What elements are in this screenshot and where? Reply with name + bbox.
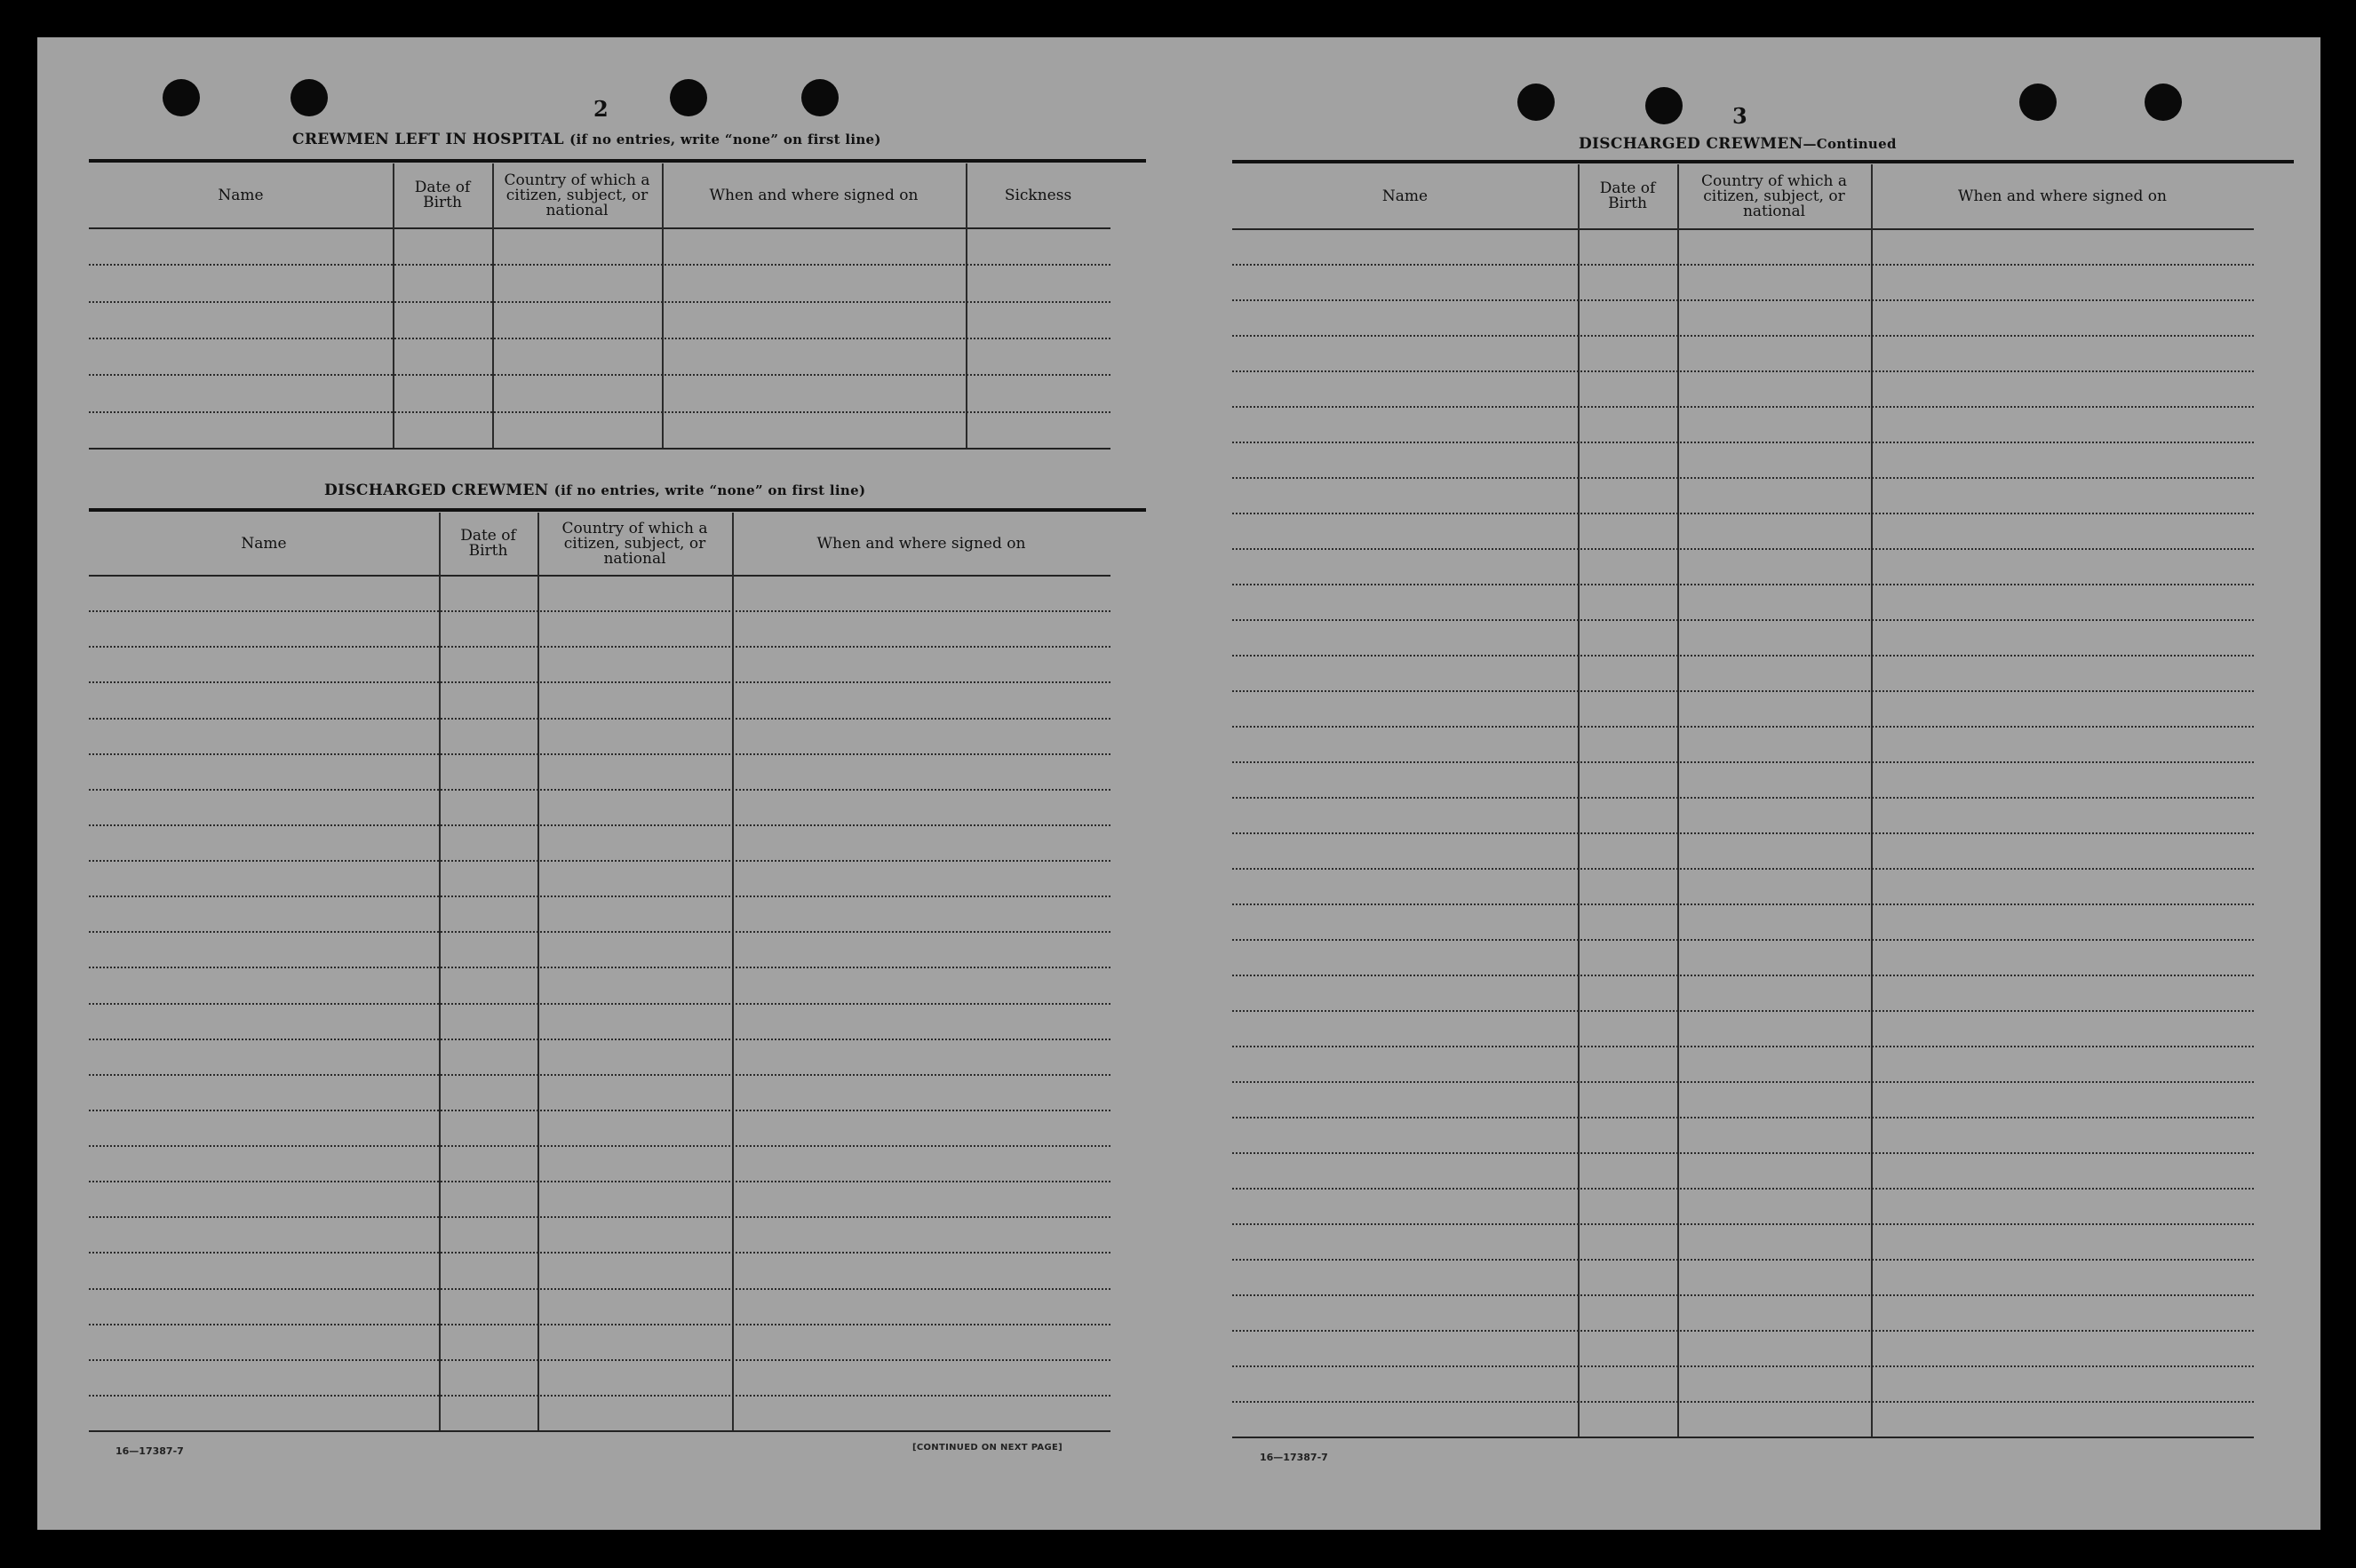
entry-line[interactable] (89, 646, 1110, 648)
column-divider (492, 163, 494, 448)
discharged-continued-title (1579, 135, 1897, 153)
entry-line[interactable] (89, 338, 1110, 339)
table-bottom-rule (89, 1430, 1110, 1432)
entry-line[interactable] (89, 374, 1110, 376)
entry-line[interactable] (1232, 406, 2254, 408)
entry-line[interactable] (89, 860, 1110, 862)
entry-line[interactable] (1232, 761, 2254, 763)
punch-hole (670, 79, 707, 116)
entry-line[interactable] (1232, 548, 2254, 550)
column-header: Date of Birth (414, 179, 471, 211)
entry-line[interactable] (89, 1074, 1110, 1076)
table-bottom-rule (1232, 1437, 2254, 1438)
entry-line[interactable] (89, 1145, 1110, 1147)
column-header: When and where signed on (1958, 187, 2167, 205)
entry-line[interactable] (89, 789, 1110, 791)
entry-line[interactable] (1232, 975, 2254, 976)
table-bottom-rule (89, 448, 1110, 450)
header-rule (1232, 228, 2254, 230)
entry-line[interactable] (1232, 1010, 2254, 1012)
column-header: When and where signed on (816, 534, 1026, 553)
entry-line[interactable] (89, 264, 1110, 266)
form-code: 16—17387-7 (1260, 1452, 1328, 1463)
entry-line[interactable] (89, 1003, 1110, 1005)
punch-hole (801, 79, 839, 116)
entry-line[interactable] (1232, 1330, 2254, 1332)
page-number: 3 (1732, 103, 1747, 129)
column-header: Date of Birth (1599, 179, 1656, 212)
punch-hole (291, 79, 328, 116)
entry-line[interactable] (1232, 619, 2254, 621)
entry-line[interactable] (89, 681, 1110, 683)
entry-line[interactable] (89, 1039, 1110, 1040)
entry-line[interactable] (1232, 903, 2254, 905)
entry-line[interactable] (89, 1252, 1110, 1254)
column-divider (393, 163, 394, 448)
entry-line[interactable] (1232, 939, 2254, 941)
form-code: 16—17387-7 (115, 1445, 184, 1457)
column-header: Sickness (1004, 186, 1072, 204)
column-divider (966, 163, 967, 448)
table-top-rule (89, 508, 1146, 512)
entry-line[interactable] (89, 1216, 1110, 1218)
entry-line[interactable] (89, 1359, 1110, 1361)
header-rule (89, 575, 1110, 577)
entry-line[interactable] (1232, 1081, 2254, 1083)
column-divider (537, 513, 539, 1430)
entry-line[interactable] (1232, 726, 2254, 728)
section-title-text: DISCHARGED CREWMEN (324, 482, 549, 499)
entry-line[interactable] (1232, 1046, 2254, 1047)
entry-line[interactable] (1232, 832, 2254, 834)
entry-line[interactable] (1232, 264, 2254, 266)
column-divider (1677, 164, 1679, 1437)
section-title-text: DISCHARGED CREWMEN (1579, 135, 1803, 153)
entry-line[interactable] (1232, 1259, 2254, 1261)
table-top-rule (89, 159, 1146, 163)
entry-line[interactable] (1232, 1223, 2254, 1225)
column-header: Name (218, 186, 264, 204)
discharged-section-title (324, 482, 865, 499)
entry-line[interactable] (1232, 335, 2254, 337)
page-number: 2 (593, 96, 609, 122)
column-header: Country of which a citizen, subject, or national (561, 519, 708, 568)
column-divider (732, 513, 734, 1430)
entry-line[interactable] (1232, 797, 2254, 799)
header-rule (89, 227, 1110, 229)
section-title-text: CREWMEN LEFT IN HOSPITAL (292, 131, 564, 148)
punch-hole (2145, 84, 2182, 121)
entry-line[interactable] (89, 967, 1110, 968)
entry-line[interactable] (89, 411, 1110, 413)
hospital-section-title (292, 131, 881, 148)
column-divider (439, 513, 441, 1430)
punch-hole (2019, 84, 2057, 121)
section-instruction: (if no entries, write “none” on first line) (569, 131, 881, 147)
entry-line[interactable] (89, 1181, 1110, 1182)
continued-note: [CONTINUED ON NEXT PAGE] (912, 1443, 1063, 1453)
punch-hole (1517, 84, 1555, 121)
column-header: Name (241, 534, 287, 553)
column-header: Country of which a citizen, subject, or national (504, 171, 650, 219)
punch-hole (163, 79, 200, 116)
entry-line[interactable] (89, 895, 1110, 897)
entry-line[interactable] (89, 718, 1110, 720)
column-header: Date of Birth (460, 527, 516, 560)
entry-line[interactable] (1232, 868, 2254, 870)
entry-line[interactable] (89, 1324, 1110, 1325)
section-instruction: (if no entries, write “none” on first line) (553, 482, 866, 498)
entry-line[interactable] (89, 931, 1110, 933)
entry-line[interactable] (1232, 1188, 2254, 1190)
entry-line[interactable] (1232, 442, 2254, 443)
form-sheet (37, 37, 2320, 1530)
table-top-rule (1232, 160, 2294, 163)
entry-line[interactable] (89, 1288, 1110, 1290)
column-divider (1871, 164, 1873, 1437)
entry-line[interactable] (89, 301, 1110, 303)
column-divider (662, 163, 664, 448)
entry-line[interactable] (1232, 584, 2254, 585)
entry-line[interactable] (1232, 1117, 2254, 1118)
punch-hole (1645, 87, 1683, 124)
entry-line[interactable] (1232, 1365, 2254, 1367)
column-header: Country of which a citizen, subject, or national (1701, 171, 1847, 220)
entry-line[interactable] (1232, 1152, 2254, 1154)
entry-line[interactable] (1232, 1401, 2254, 1403)
entry-line[interactable] (1232, 655, 2254, 657)
entry-line[interactable] (89, 753, 1110, 755)
entry-line[interactable] (1232, 1294, 2254, 1296)
entry-line[interactable] (1232, 690, 2254, 692)
entry-line[interactable] (1232, 477, 2254, 479)
entry-line[interactable] (1232, 513, 2254, 514)
section-suffix: —Continued (1803, 136, 1897, 152)
entry-line[interactable] (89, 1395, 1110, 1397)
column-divider (1578, 164, 1580, 1437)
entry-line[interactable] (1232, 370, 2254, 372)
entry-line[interactable] (89, 1110, 1110, 1111)
entry-line[interactable] (1232, 299, 2254, 301)
column-header: When and where signed on (709, 186, 919, 204)
column-header: Name (1381, 187, 1429, 205)
entry-line[interactable] (89, 824, 1110, 826)
entry-line[interactable] (89, 610, 1110, 612)
